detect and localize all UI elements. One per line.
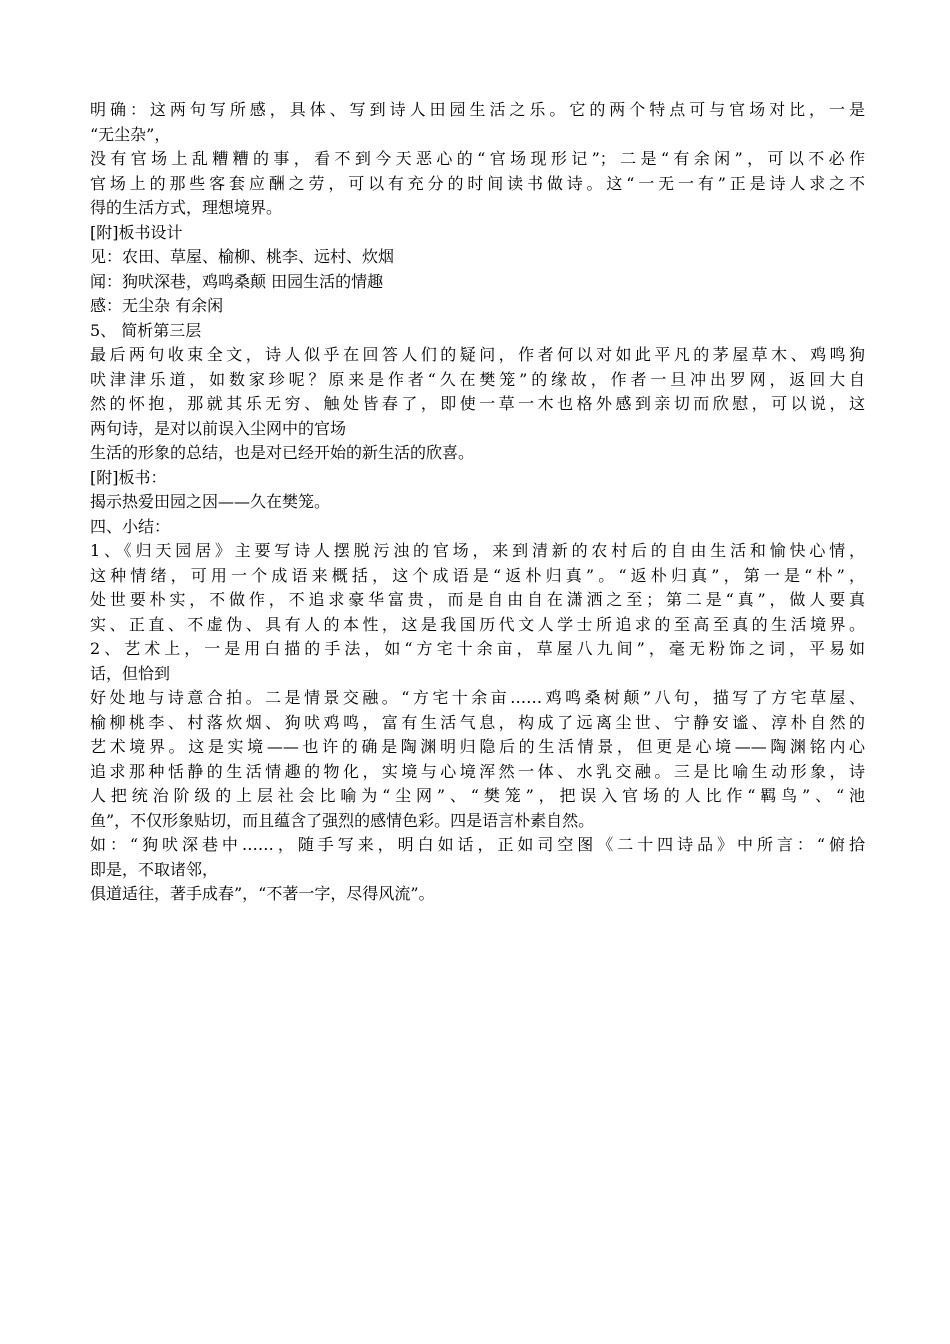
text-line: 两句诗，是对以前误入尘网中的官场 xyxy=(90,418,347,438)
text-line: 即是，不取诸邻， xyxy=(90,859,219,879)
text-line: 5、 简析第三层 xyxy=(90,320,202,340)
text-line: 见：农田、草屋、榆柳、桃李、远村、炊烟 xyxy=(90,247,395,266)
text-line: 明确：这两句写所感，具体、写到诗人田园生活之乐。它的两个特点可与官场对比，一是 xyxy=(90,100,865,119)
text-line: 吠津津乐道，如数家珍呢？原来是作者“久在樊笼”的缘故，作者一旦冲出罗网，返回大自 xyxy=(90,369,865,389)
text-line: 1、《归天园居》主要写诗人摆脱污浊的官场，来到清新的农村后的自由生活和愉快心情， xyxy=(90,541,865,560)
text-line: 鱼”，不仅形象贴切，而且蕴含了强烈的感情色彩。四是语言朴素自然。 xyxy=(90,810,595,830)
text-line: 得的生活方式，理想境界。 xyxy=(90,198,283,217)
text-line: 话，但恰到 xyxy=(90,663,171,683)
text-line: [附]板书： xyxy=(90,467,167,487)
text-line: 如：“狗吠深巷中……，随手写来，明白如话，正如司空图《二十四诗品》中所言：“俯拾 xyxy=(90,835,865,854)
text-line: 榆柳桃李、村落炊烟、狗吠鸡鸣，富有生活气息，构成了远离尘世、宁静安谧、淳朴自然的 xyxy=(90,712,865,732)
text-line: 2、艺术上，一是用白描的手法，如“方宅十余亩，草屋八九间”，毫无粉饰之词，平易如 xyxy=(90,639,865,658)
text-line: 感：无尘杂 有余闲 xyxy=(90,296,224,315)
text-line: 生活的形象的总结，也是对已经开始的新生活的欣喜。 xyxy=(90,443,475,462)
text-line: [附]板书设计 xyxy=(90,222,183,242)
text-line: 最后两句收束全文，诗人似乎在回答人们的疑问，作者何以对如此平凡的茅屋草木、鸡鸣狗 xyxy=(90,345,865,364)
text-line: 这种情绪，可用一个成语来概括，这个成语是“返朴归真”。“返朴归真”，第一是“朴”， xyxy=(90,565,865,585)
text-line: “无尘杂”， xyxy=(90,124,171,144)
text-line: 四、小结： xyxy=(90,516,171,536)
document-body xyxy=(90,98,865,907)
text-line: 好处地与诗意合拍。二是情景交融。“方宅十余亩……鸡鸣桑树颠”八句，描写了方宅草屋、 xyxy=(90,688,865,707)
text-line: 处世要朴实，不做作，不追求豪华富贵，而是自由自在潇洒之至；第二是“真”，做人要真 xyxy=(90,590,865,609)
text-line: 然的怀抱，那就其乐无穷、触处皆春了，即使一草一木也格外感到亲切而欣慰，可以说，这 xyxy=(90,394,865,413)
text-line: 追求那种恬静的生活情趣的物化，实境与心境浑然一体、水乳交融。三是比喻生动形象，诗 xyxy=(90,761,865,781)
text-line: 人把统治阶级的上层社会比喻为“尘网”、“樊笼”，把误入官场的人比作“羁鸟”、“池 xyxy=(90,786,865,805)
text-line: 官场上的那些客套应酬之劳，可以有充分的时间读书做诗。这“一无一有”正是诗人求之不 xyxy=(90,173,865,193)
text-line: 艺术境界。这是实境——也许的确是陶渊明归隐后的生活情景，但更是心境——陶渊铭内心 xyxy=(90,737,865,756)
text-line: 俱道适往，著手成春”，“不著一字，尽得风流”。 xyxy=(90,884,435,903)
text-line: 揭示热爱田园之因——久在樊笼。 xyxy=(90,492,331,511)
text-line: 闻：狗吠深巷，鸡鸣桑颠 田园生活的情趣 xyxy=(90,271,384,291)
text-line: 没有官场上乱糟糟的事，看不到今天恶心的“官场现形记”；二是“有余闲”，可以不必作 xyxy=(90,149,865,168)
text-line: 实、正直、不虚伪、具有人的本性，这是我国历代文人学士所追求的至高至真的生活境界。 xyxy=(90,614,865,634)
